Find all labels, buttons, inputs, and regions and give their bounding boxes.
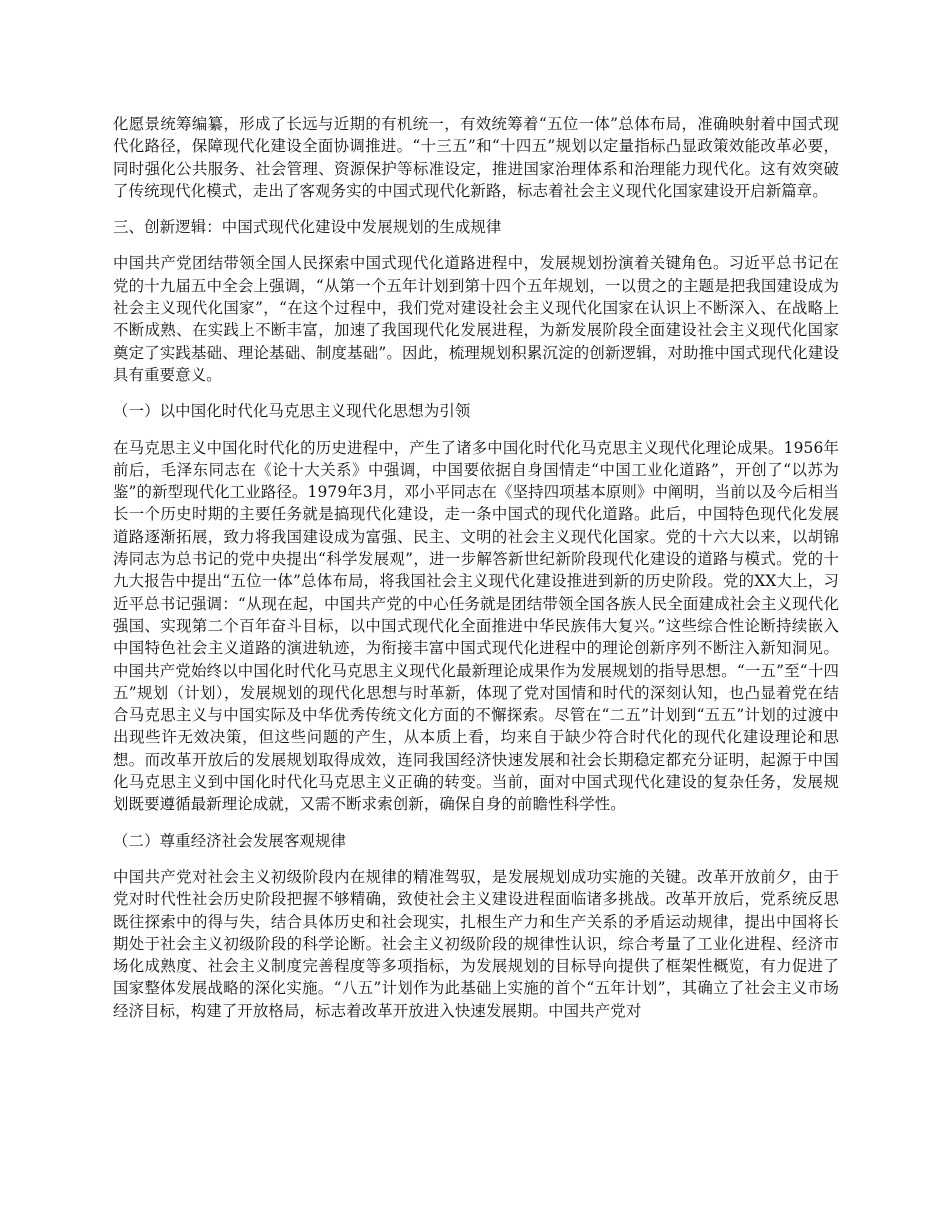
section-heading-innovation-logic: 三、创新逻辑：中国式现代化建设中发展规划的生成规律 xyxy=(113,218,502,237)
paragraph-objective-laws: 中国共产党对社会主义初级阶段内在规律的精准驾驭，是发展规划成功实施的关键。改革开放前夕，由于党对时代性社会历史阶段把握不够精确，致使社会主义建设进程面临诸多挑战。改革开放后，党系统反思既往探索中的得与失，结合具体历史和社会现实，扎根生产力和生产关系的矛盾运动规律，提出中国将长期处于社会主义初级阶段的科学论断。社会主义初级阶段的规律性认识，综合考量了工业化进程、经济市场化成熟度、社会主义制度完善程度等多项指标，为发展规划的目标导向提供了框架性概览，有力促进了国家整体发展战略的深化实施。“八五”计划作为此基础上实施的首个“五年计划”，其确立了社会主义市场经济目标，构建了开放格局，标志着改革开放进入快速发展期。中国共产党对 xyxy=(113,867,839,1020)
subheading-marxism-guidance: （一）以中国化时代化马克思主义现代化思想为引领 xyxy=(113,402,471,421)
subheading-objective-laws: （二）尊重经济社会发展客观规律 xyxy=(113,831,347,850)
paragraph-marxism-guidance: 在马克思主义中国化时代化的历史进程中，产生了诸多中国化时代化马克思主义现代化理论成果。1956年前后，毛泽东同志在《论十大关系》中强调，中国要依据自身国情走“中国工业化道路”，开创了“以苏为鉴”的新型现代化工业路径。1979年3月，邓小平同志在《坚持四项基本原则》中阐明，当前以及今后相当长一个历史时期的主要任务就是搞现代化建设，走一条中国式的现代化道路。此后，中国特色现代化发展道路逐渐拓展，致力将我国建设成为富强、民主、文明的社会主义现代化国家。党的十六大以来，以胡锦涛同志为总书记的党中央提出“科学发展观”，进一步解答新世纪新阶段现代化建设的道路与模式。党的十九大报告中提出“五位一体”总体布局，将我国社会主义现代化建设推进到新的历史阶段。党的XX大上，习近平总书记强调：“从现在起，中国共产党的中心任务就是团结带领全国各族人民全面建成社会主义现代化强国、实现第二个百年奋斗目标，以中国式现代化全面推进中华民族伟大复兴。”这些综合性论断持续嵌入中国特色社会主义道路的演进轨迹，为衔接丰富中国式现代化进程中的理论创新序列不断注入新知洞见。中国共产党始终以中国化时代化马克思主义现代化最新理论成果作为发展规划的指导思想。“一五”至“十四五”规划（计划），发展规划的现代化思想与时革新，体现了党对国情和时代的深刻认知，也凸显着党在结合马克思主义与中国实际及中华优秀传统文化方面的不懈探索。尽管在“二五”计划到“五五”计划的过渡中出现些许无效决策，但这些问题的产生，从本质上看，均来自于缺少符合时代化的现代化建设理论和思想。而改革开放后的发展规划取得成效，连同我国经济快速发展和社会长期稳定都充分证明，起源于中国化马克思主义到中国化时代化马克思主义正确的转变。当前，面对中国式现代化建设的复杂任务，发展规划既要遵循最新理论成就，又需不断求索创新，确保自身的前瞻性科学性。 xyxy=(113,438,839,814)
document-page xyxy=(113,113,839,1036)
paragraph-intro-continuation: 化愿景统筹编纂，形成了长远与近期的有机统一，有效统筹着“五位一体”总体布局，准确映射着中国式现代化路径，保障现代化建设全面协调推进。“十三五”和“十四五”规划以定量指标凸显政策效能改革必要，同时强化公共服务、社会管理、资源保护等标准设定，推进国家治理体系和治理能力现代化。这有效突破了传统现代化模式，走出了客观务实的中国式现代化新路，标志着社会主义现代化国家建设开启新篇章。 xyxy=(113,115,839,200)
paragraph-section-three-intro: 中国共产党团结带领全国人民探索中国式现代化道路进程中，发展规划扮演着关键角色。习近平总书记在党的十九届五中全会上强调，“从第一个五年计划到第十四个五年规划，一以贯之的主题是把我国建设成为社会主义现代化国家”，“在这个过程中，我们党对建设社会主义现代化国家在认识上不断深入、在战略上不断成熟、在实践上不断丰富，加速了我国现代化发展进程，为新发展阶段全面建设社会主义现代化国家奠定了实践基础、理论基础、制度基础”。因此，梳理规划积累沉淀的创新逻辑，对助推中国式现代化建设具有重要意义。 xyxy=(113,254,839,384)
